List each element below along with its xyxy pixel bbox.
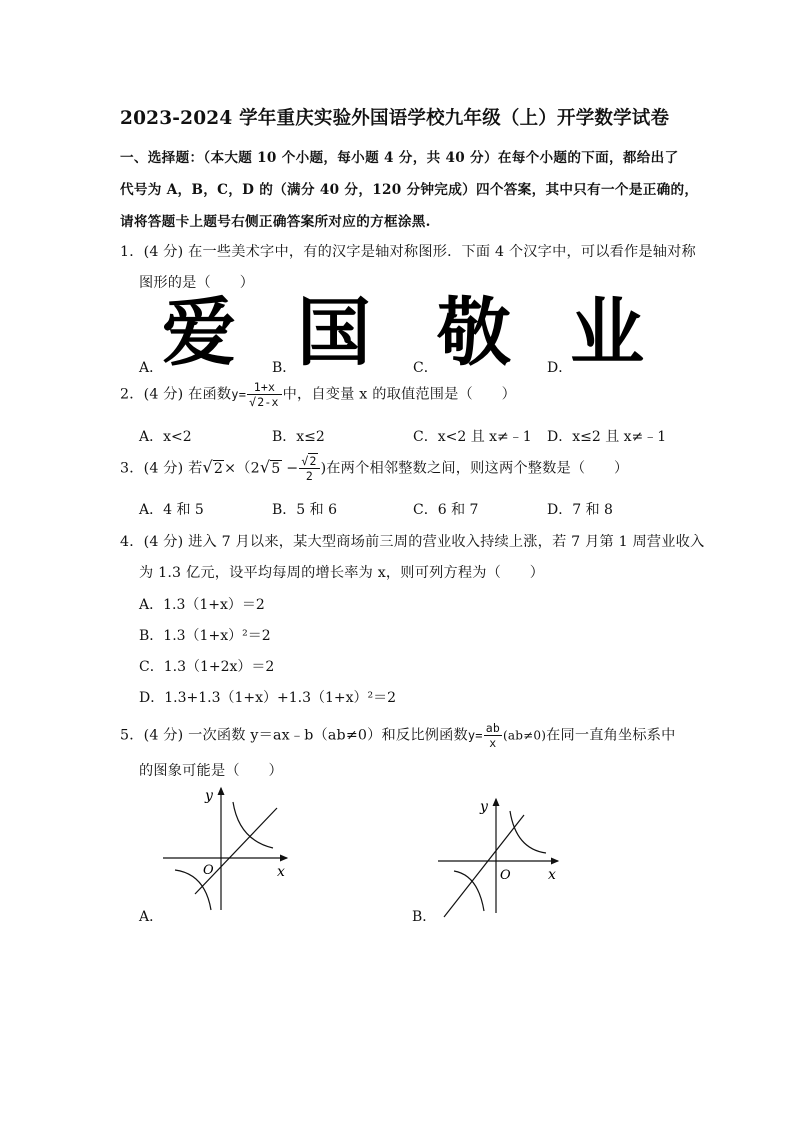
q5-graph-a-line xyxy=(195,808,277,894)
q5-option-b-label: B． xyxy=(412,909,437,925)
section-instructions-line1: 一、选择题：（本大题 10 个小题，每小题 4 分，共 40 分）在每个小题的下面，都给出了 xyxy=(120,150,679,166)
q5-stem-line1 xyxy=(120,721,676,750)
q5-stem-post: 在同一直角坐标系中 xyxy=(546,727,676,744)
q2-fraction xyxy=(247,380,282,409)
q1-char-a: 爱 xyxy=(162,290,236,376)
q2-stem-pre: 2．(4 分) 在函数 xyxy=(120,386,232,403)
q1-char-d: 业 xyxy=(570,290,644,376)
q2-stem xyxy=(120,380,516,409)
q5-graph-b-x-label: x xyxy=(548,867,556,883)
q5-graph-a xyxy=(155,782,300,922)
paper-title: 2023-2024 学年重庆实验外国语学校九年级（上）开学数学试卷 xyxy=(120,108,670,129)
q3-stem-pre: 3．(4 分) 若 xyxy=(120,460,203,477)
q2-option-a: A．x<2 xyxy=(139,429,192,445)
q3-fraction-denominator: 2 xyxy=(305,469,313,483)
q3-radical-2: 5 xyxy=(271,460,281,477)
q1-option-b-label: B． xyxy=(272,360,297,376)
q5-stem-pre: 5．(4 分) 一次函数 y＝ax﹣b（ab≠0）和反比例函数 xyxy=(120,727,468,744)
q2-option-d: D．x≤2 且 x≠﹣1 xyxy=(547,429,667,445)
q2-fraction-denominator: √2-x xyxy=(249,395,279,409)
q3-option-c: C．6 和 7 xyxy=(413,502,479,518)
section-instructions-line3: 请将答题卡上题号右侧正确答案所对应的方框涂黑. xyxy=(120,214,431,230)
q2-radicand: 2-x xyxy=(257,395,279,409)
q5-graph-b-y-label: y xyxy=(480,799,488,815)
q1-char-c: 敬 xyxy=(437,290,511,376)
q1-stem-line2: 图形的是（ ） xyxy=(139,275,255,291)
q2-option-b: B．x≤2 xyxy=(272,429,325,445)
q2-fraction-numerator: 1+x xyxy=(247,380,282,395)
q5-graph-a-x-label: x xyxy=(277,864,285,880)
q5-stem-line2: 的图象可能是（ ） xyxy=(139,763,283,779)
q3-option-d: D．7 和 8 xyxy=(547,502,613,518)
q5-option-a-label: A． xyxy=(139,909,164,925)
q2-option-c: C．x<2 且 x≠﹣1 xyxy=(413,429,532,445)
q1-option-c-label: C． xyxy=(413,360,438,376)
q3-fraction xyxy=(299,454,319,483)
q5-graph-b-hyperbola-upper xyxy=(510,811,546,853)
q3-stem-post: )在两个相邻整数之间，则这两个整数是（ ） xyxy=(320,460,629,477)
q3-option-a: A．4 和 5 xyxy=(139,502,204,518)
q5-graph-b xyxy=(430,795,570,920)
q5-graph-b-line xyxy=(444,815,524,917)
section-instructions-line2: 代号为 A，B，C，D 的（满分 40 分，120 分钟完成）四个答案，其中只有一个是正确的， xyxy=(120,182,699,198)
q3-fraction-numerator: √2 xyxy=(299,454,319,469)
q5-condition: (ab≠0) xyxy=(502,728,547,743)
q4-option-d: D．1.3+1.3（1+x）+1.3（1+x）²＝2 xyxy=(139,690,397,706)
q3-stem: 3．(4 分) 若√2×（2√5 − $\frac{√2}{2}$ )在两个相邻整数之间，则这两个整数是（ ） xyxy=(120,454,629,483)
q5-func-y: y= xyxy=(467,728,483,743)
q3-option-b: B．5 和 6 xyxy=(272,502,338,518)
q5-fraction-denominator: x xyxy=(489,736,497,750)
q5-graph-a-y-label: y xyxy=(205,788,213,804)
q5-fraction-numerator: ab xyxy=(485,721,500,735)
q3-radical-1: 2 xyxy=(213,460,224,477)
q4-option-c: C．1.3（1+2x）＝2 xyxy=(139,659,275,675)
q4-stem-line1: 4．(4 分) 进入 7 月以来，某大型商场前三周的营业收入持续上涨，若 7 月第 1 周营业收入 xyxy=(120,534,705,550)
q1-option-a-label: A． xyxy=(139,360,164,376)
q5-fraction xyxy=(484,721,502,750)
q5-graph-b-origin: O xyxy=(500,868,511,883)
q2-func-y: y= xyxy=(231,387,247,402)
q1-option-d-label: D． xyxy=(547,360,573,376)
q2-stem-post: 中，自变量 x 的取值范围是（ ） xyxy=(282,386,517,403)
q3-times: ×（2 xyxy=(224,460,260,477)
q4-stem-line2: 为 1.3 亿元，设平均每周的增长率为 x，则可列方程为（ ） xyxy=(139,565,545,581)
q1-stem-line1: 1．(4 分) 在一些美术字中，有的汉字是轴对称图形．下面 4 个汉字中，可以看作是轴对称 xyxy=(120,244,696,260)
q4-option-a: A．1.3（1+x）＝2 xyxy=(139,597,265,613)
q4-option-b: B．1.3（1+x）²＝2 xyxy=(139,628,271,644)
q1-char-b: 国 xyxy=(297,290,371,376)
q5-graph-a-hyperbola-upper xyxy=(233,802,273,848)
q5-graph-a-origin: O xyxy=(203,863,214,878)
q5-graph-b-hyperbola-lower xyxy=(454,871,484,911)
